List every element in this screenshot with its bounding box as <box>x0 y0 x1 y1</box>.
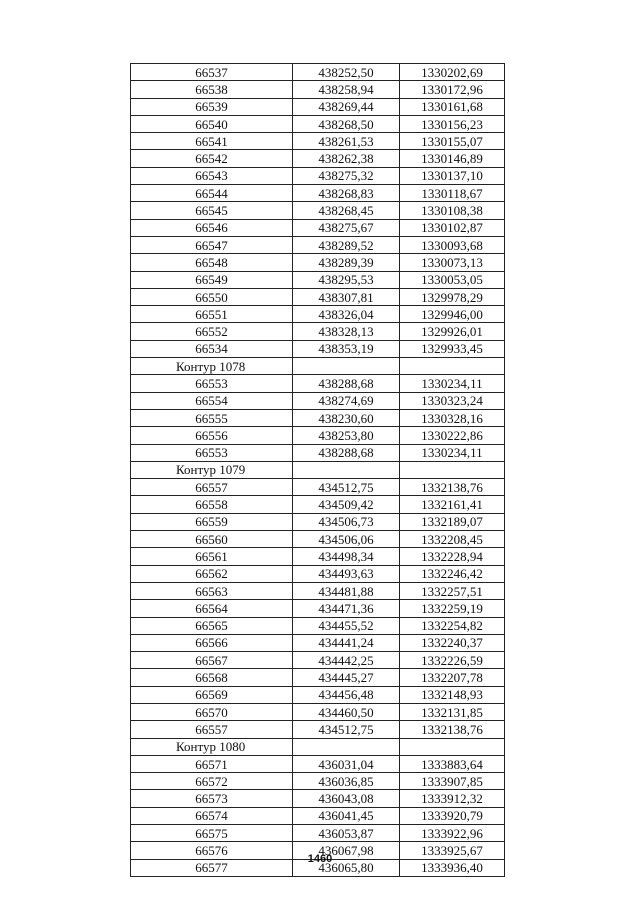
point-id-cell: 66545 <box>131 202 293 219</box>
x-coordinate-cell: 434498,34 <box>293 548 400 565</box>
contour-header-row <box>131 461 505 478</box>
point-id-cell: 66573 <box>131 790 293 807</box>
x-coordinate-cell: 434442,25 <box>293 652 400 669</box>
y-coordinate-cell: 1329926,01 <box>400 323 505 340</box>
table-row <box>131 686 505 703</box>
point-id-cell: 66543 <box>131 167 293 184</box>
y-coordinate-cell: 1330323,24 <box>400 392 505 409</box>
point-id-cell: 66551 <box>131 306 293 323</box>
table-row <box>131 773 505 790</box>
x-coordinate-cell: 438353,19 <box>293 340 400 357</box>
coordinates-table-body <box>131 64 505 877</box>
table-row <box>131 565 505 582</box>
point-id-cell: 66547 <box>131 236 293 253</box>
y-coordinate-cell: 1332240,37 <box>400 634 505 651</box>
point-id-cell: 66569 <box>131 686 293 703</box>
table-row <box>131 582 505 599</box>
table-row <box>131 548 505 565</box>
table-row <box>131 600 505 617</box>
contour-header-row <box>131 358 505 375</box>
x-coordinate-cell: 436053,87 <box>293 825 400 842</box>
y-coordinate-cell: 1332259,19 <box>400 600 505 617</box>
y-coordinate-cell: 1333907,85 <box>400 773 505 790</box>
table-row <box>131 202 505 219</box>
x-coordinate-cell: 434481,88 <box>293 582 400 599</box>
table-row <box>131 755 505 772</box>
y-coordinate-cell: 1330234,11 <box>400 444 505 461</box>
x-coordinate-cell: 434441,24 <box>293 634 400 651</box>
y-coordinate-cell: 1330328,16 <box>400 409 505 426</box>
y-coordinate-cell: 1333912,32 <box>400 790 505 807</box>
x-coordinate-cell: 438268,50 <box>293 115 400 132</box>
point-id-cell: 66539 <box>131 98 293 115</box>
table-row <box>131 306 505 323</box>
y-coordinate-cell: 1330053,05 <box>400 271 505 288</box>
y-coordinate-cell: 1330137,10 <box>400 167 505 184</box>
y-coordinate-cell: 1330102,87 <box>400 219 505 236</box>
point-id-cell: 66544 <box>131 185 293 202</box>
table-row <box>131 271 505 288</box>
y-coordinate-cell: 1329933,45 <box>400 340 505 357</box>
table-row <box>131 790 505 807</box>
x-coordinate-cell: 438288,68 <box>293 444 400 461</box>
table-row <box>131 150 505 167</box>
y-coordinate-cell: 1330222,86 <box>400 427 505 444</box>
point-id-cell: 66557 <box>131 479 293 496</box>
table-row <box>131 375 505 392</box>
point-id-cell: 66560 <box>131 531 293 548</box>
table-row <box>131 721 505 738</box>
point-id-cell: 66563 <box>131 582 293 599</box>
x-coordinate-cell: 438307,81 <box>293 288 400 305</box>
table-row <box>131 167 505 184</box>
point-id-cell: 66571 <box>131 755 293 772</box>
table-row <box>131 444 505 461</box>
table-row <box>131 479 505 496</box>
y-coordinate-cell: 1333922,96 <box>400 825 505 842</box>
contour-label: Контур 1079 <box>131 461 293 478</box>
point-id-cell: 66553 <box>131 444 293 461</box>
table-row <box>131 115 505 132</box>
x-coordinate-cell: 434506,06 <box>293 531 400 548</box>
empty-cell <box>400 461 505 478</box>
y-coordinate-cell: 1330161,68 <box>400 98 505 115</box>
point-id-cell: 66538 <box>131 81 293 98</box>
point-id-cell: 66576 <box>131 842 293 859</box>
point-id-cell: 66549 <box>131 271 293 288</box>
table-row <box>131 409 505 426</box>
point-id-cell: 66561 <box>131 548 293 565</box>
x-coordinate-cell: 436041,45 <box>293 807 400 824</box>
y-coordinate-cell: 1333925,67 <box>400 842 505 859</box>
y-coordinate-cell: 1332138,76 <box>400 721 505 738</box>
x-coordinate-cell: 436031,04 <box>293 755 400 772</box>
x-coordinate-cell: 438253,80 <box>293 427 400 444</box>
x-coordinate-cell: 438258,94 <box>293 81 400 98</box>
table-row <box>131 825 505 842</box>
empty-cell <box>293 461 400 478</box>
x-coordinate-cell: 438269,44 <box>293 98 400 115</box>
y-coordinate-cell: 1330202,69 <box>400 64 505 81</box>
contour-label: Контур 1078 <box>131 358 293 375</box>
x-coordinate-cell: 438268,45 <box>293 202 400 219</box>
table-row <box>131 288 505 305</box>
point-id-cell: 66565 <box>131 617 293 634</box>
y-coordinate-cell: 1332148,93 <box>400 686 505 703</box>
y-coordinate-cell: 1329946,00 <box>400 306 505 323</box>
y-coordinate-cell: 1330156,23 <box>400 115 505 132</box>
y-coordinate-cell: 1330093,68 <box>400 236 505 253</box>
point-id-cell: 66554 <box>131 392 293 409</box>
point-id-cell: 66541 <box>131 133 293 150</box>
table-row <box>131 219 505 236</box>
table-row <box>131 669 505 686</box>
point-id-cell: 66557 <box>131 721 293 738</box>
point-id-cell: 66568 <box>131 669 293 686</box>
point-id-cell: 66546 <box>131 219 293 236</box>
empty-cell <box>293 738 400 755</box>
x-coordinate-cell: 434455,52 <box>293 617 400 634</box>
table-row <box>131 185 505 202</box>
point-id-cell: 66558 <box>131 496 293 513</box>
y-coordinate-cell: 1332246,42 <box>400 565 505 582</box>
point-id-cell: 66572 <box>131 773 293 790</box>
point-id-cell: 66570 <box>131 703 293 720</box>
x-coordinate-cell: 434509,42 <box>293 496 400 513</box>
x-coordinate-cell: 438288,68 <box>293 375 400 392</box>
empty-cell <box>293 358 400 375</box>
table-row <box>131 634 505 651</box>
x-coordinate-cell: 434506,73 <box>293 513 400 530</box>
x-coordinate-cell: 436067,98 <box>293 842 400 859</box>
table-row <box>131 81 505 98</box>
x-coordinate-cell: 436036,85 <box>293 773 400 790</box>
point-id-cell: 66575 <box>131 825 293 842</box>
x-coordinate-cell: 436043,08 <box>293 790 400 807</box>
y-coordinate-cell: 1332207,78 <box>400 669 505 686</box>
point-id-cell: 66548 <box>131 254 293 271</box>
table-row <box>131 340 505 357</box>
table-row <box>131 427 505 444</box>
y-coordinate-cell: 1332257,51 <box>400 582 505 599</box>
table-row <box>131 496 505 513</box>
table-row <box>131 513 505 530</box>
point-id-cell: 66552 <box>131 323 293 340</box>
point-id-cell: 66574 <box>131 807 293 824</box>
y-coordinate-cell: 1333920,79 <box>400 807 505 824</box>
x-coordinate-cell: 438262,38 <box>293 150 400 167</box>
y-coordinate-cell: 1330073,13 <box>400 254 505 271</box>
x-coordinate-cell: 434471,36 <box>293 600 400 617</box>
point-id-cell: 66534 <box>131 340 293 357</box>
point-id-cell: 66567 <box>131 652 293 669</box>
y-coordinate-cell: 1332161,41 <box>400 496 505 513</box>
y-coordinate-cell: 1332228,94 <box>400 548 505 565</box>
table-row <box>131 64 505 81</box>
point-id-cell: 66537 <box>131 64 293 81</box>
point-id-cell: 66566 <box>131 634 293 651</box>
table-row <box>131 652 505 669</box>
point-id-cell: 66564 <box>131 600 293 617</box>
y-coordinate-cell: 1333936,40 <box>400 859 505 876</box>
x-coordinate-cell: 438289,39 <box>293 254 400 271</box>
x-coordinate-cell: 438275,32 <box>293 167 400 184</box>
table-row <box>131 392 505 409</box>
x-coordinate-cell: 438275,67 <box>293 219 400 236</box>
table-row <box>131 98 505 115</box>
y-coordinate-cell: 1330118,67 <box>400 185 505 202</box>
x-coordinate-cell: 438328,13 <box>293 323 400 340</box>
point-id-cell: 66556 <box>131 427 293 444</box>
x-coordinate-cell: 438326,04 <box>293 306 400 323</box>
table-row <box>131 236 505 253</box>
point-id-cell: 66550 <box>131 288 293 305</box>
contour-label: Контур 1080 <box>131 738 293 755</box>
x-coordinate-cell: 438230,60 <box>293 409 400 426</box>
y-coordinate-cell: 1332189,07 <box>400 513 505 530</box>
contour-header-row <box>131 738 505 755</box>
x-coordinate-cell: 438274,69 <box>293 392 400 409</box>
empty-cell <box>400 738 505 755</box>
y-coordinate-cell: 1332131,85 <box>400 703 505 720</box>
x-coordinate-cell: 438252,50 <box>293 64 400 81</box>
table-row <box>131 617 505 634</box>
y-coordinate-cell: 1330172,96 <box>400 81 505 98</box>
point-id-cell: 66555 <box>131 409 293 426</box>
point-id-cell: 66559 <box>131 513 293 530</box>
y-coordinate-cell: 1330234,11 <box>400 375 505 392</box>
x-coordinate-cell: 438268,83 <box>293 185 400 202</box>
y-coordinate-cell: 1330108,38 <box>400 202 505 219</box>
y-coordinate-cell: 1330155,07 <box>400 133 505 150</box>
y-coordinate-cell: 1332254,82 <box>400 617 505 634</box>
x-coordinate-cell: 438295,53 <box>293 271 400 288</box>
table-row <box>131 323 505 340</box>
x-coordinate-cell: 434512,75 <box>293 479 400 496</box>
x-coordinate-cell: 434445,27 <box>293 669 400 686</box>
coordinates-table <box>130 63 505 877</box>
x-coordinate-cell: 438289,52 <box>293 236 400 253</box>
point-id-cell: 66562 <box>131 565 293 582</box>
x-coordinate-cell: 434460,50 <box>293 703 400 720</box>
x-coordinate-cell: 436065,80 <box>293 859 400 876</box>
table-row <box>131 807 505 824</box>
table-row <box>131 703 505 720</box>
y-coordinate-cell: 1332226,59 <box>400 652 505 669</box>
page-number: 1460 <box>307 853 333 865</box>
x-coordinate-cell: 434512,75 <box>293 721 400 738</box>
y-coordinate-cell: 1333883,64 <box>400 755 505 772</box>
y-coordinate-cell: 1332138,76 <box>400 479 505 496</box>
y-coordinate-cell: 1329978,29 <box>400 288 505 305</box>
table-row <box>131 254 505 271</box>
y-coordinate-cell: 1330146,89 <box>400 150 505 167</box>
empty-cell <box>400 358 505 375</box>
x-coordinate-cell: 434456,48 <box>293 686 400 703</box>
table-row <box>131 133 505 150</box>
point-id-cell: 66542 <box>131 150 293 167</box>
table-row <box>131 531 505 548</box>
x-coordinate-cell: 434493,63 <box>293 565 400 582</box>
point-id-cell: 66540 <box>131 115 293 132</box>
x-coordinate-cell: 438261,53 <box>293 133 400 150</box>
point-id-cell: 66553 <box>131 375 293 392</box>
point-id-cell: 66577 <box>131 859 293 876</box>
y-coordinate-cell: 1332208,45 <box>400 531 505 548</box>
